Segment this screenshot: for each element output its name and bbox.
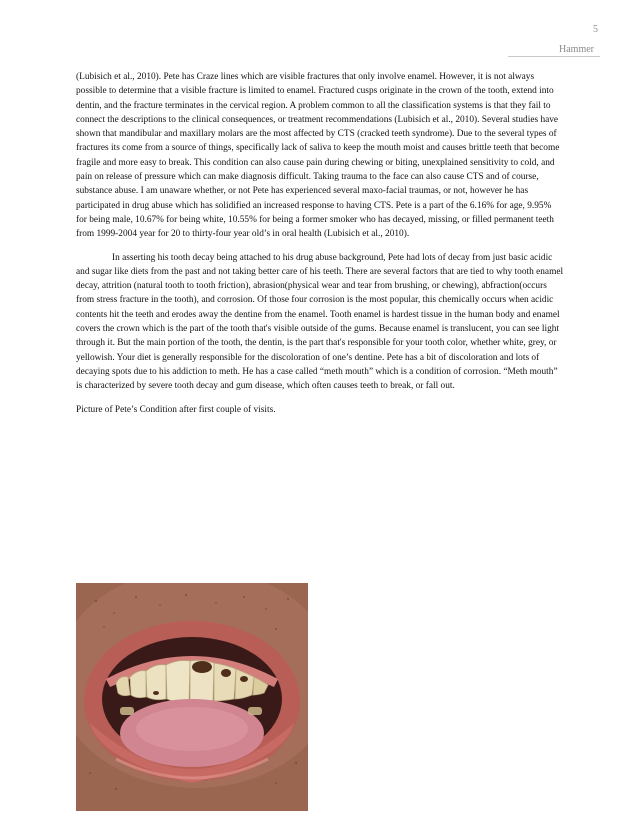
mouth-photo	[76, 583, 308, 811]
mouth-illustration	[76, 583, 308, 811]
page-number: 5	[593, 24, 598, 35]
figure-caption: Picture of Pete’s Condition after first couple of visits.	[76, 404, 276, 415]
running-head: Hammer	[559, 44, 594, 55]
paragraph-1: (Lubisich et al., 2010). Pete has Craze lines which are visible fractures that only involve enamel. However, it is not always possible to determine that a visible fracture is limited to enamel. Fractured cusps originate in the crown of the tooth, extend into dentin, and the fracture terminates in the cervical region. A problem common to all the classification systems is that they fail to connect the descriptions to the clinical consequences, or treatment recommendations (Lubisich et al., 2010). Several studies have shown that mandibular and maxillary molars are the most affected by CTS (cracked teeth syndrome). Due to the several types of fractures its come from a source of things, specifically lack of saliva to keep the mouth moist and causes brittle teeth that become fragile and more easy to break. This condition can also cause pain during chewing or biting, unexplained sensitivity to cold, and pain on release of pressure which can make diagnosis difficult. Taking trauma to the face can also cause CTS and of course, substance abuse. I am unaware whether, or not Pete has experienced several maxo-facial traumas, or not, however he has participated in drug abuse which has solidified an increased response to having CTS. Pete is a part of the 6.16% for age, 9.95% for being male, 10.67% for being white, 10.55% for being a former smoker who has decayed, missing, or filled permanent teeth from 1999-2004 year for 20 to thirty-four year old’s in oral health (Lubisich et al., 2010).	[76, 72, 560, 240]
body-text	[76, 70, 564, 417]
header-rule	[508, 56, 600, 57]
paragraph-2: In asserting his tooth decay being attached to his drug abuse background, Pete had lots of decay from just basic acidic and sugar like diets from the past and not taking better care of his teeth. There are several factors that are tied to why tooth enamel decay, attrition (natural tooth to tooth friction), abrasion(physical wear and tear from brushing, or chewing), abfraction(occurs from stress fracture in the tooth), and corrosion. Of those four corrosion is the most popular, this chemically occurs when acidic contents hit the teeth and erodes away the dentine from the enamel. Tooth enamel is hardest tissue in the human body and enamel covers the crown which is the part of the tooth that's visible outside of the gums. Because enamel is translucent, you can see light through it. But the main portion of the tooth, the dentin, is the part that's responsible for your tooth color, whether white, grey, or yellowish. Your diet is generally responsible for the discoloration of one’s dentine. Pete has a bit of discoloration and lots of decaying spots due to his addiction to meth. He has a case called “meth mouth” which is a condition of corrosion. “Meth mouth” is characterized by severe tooth decay and gum disease, which often causes teeth to break, or fall out.	[76, 252, 564, 392]
